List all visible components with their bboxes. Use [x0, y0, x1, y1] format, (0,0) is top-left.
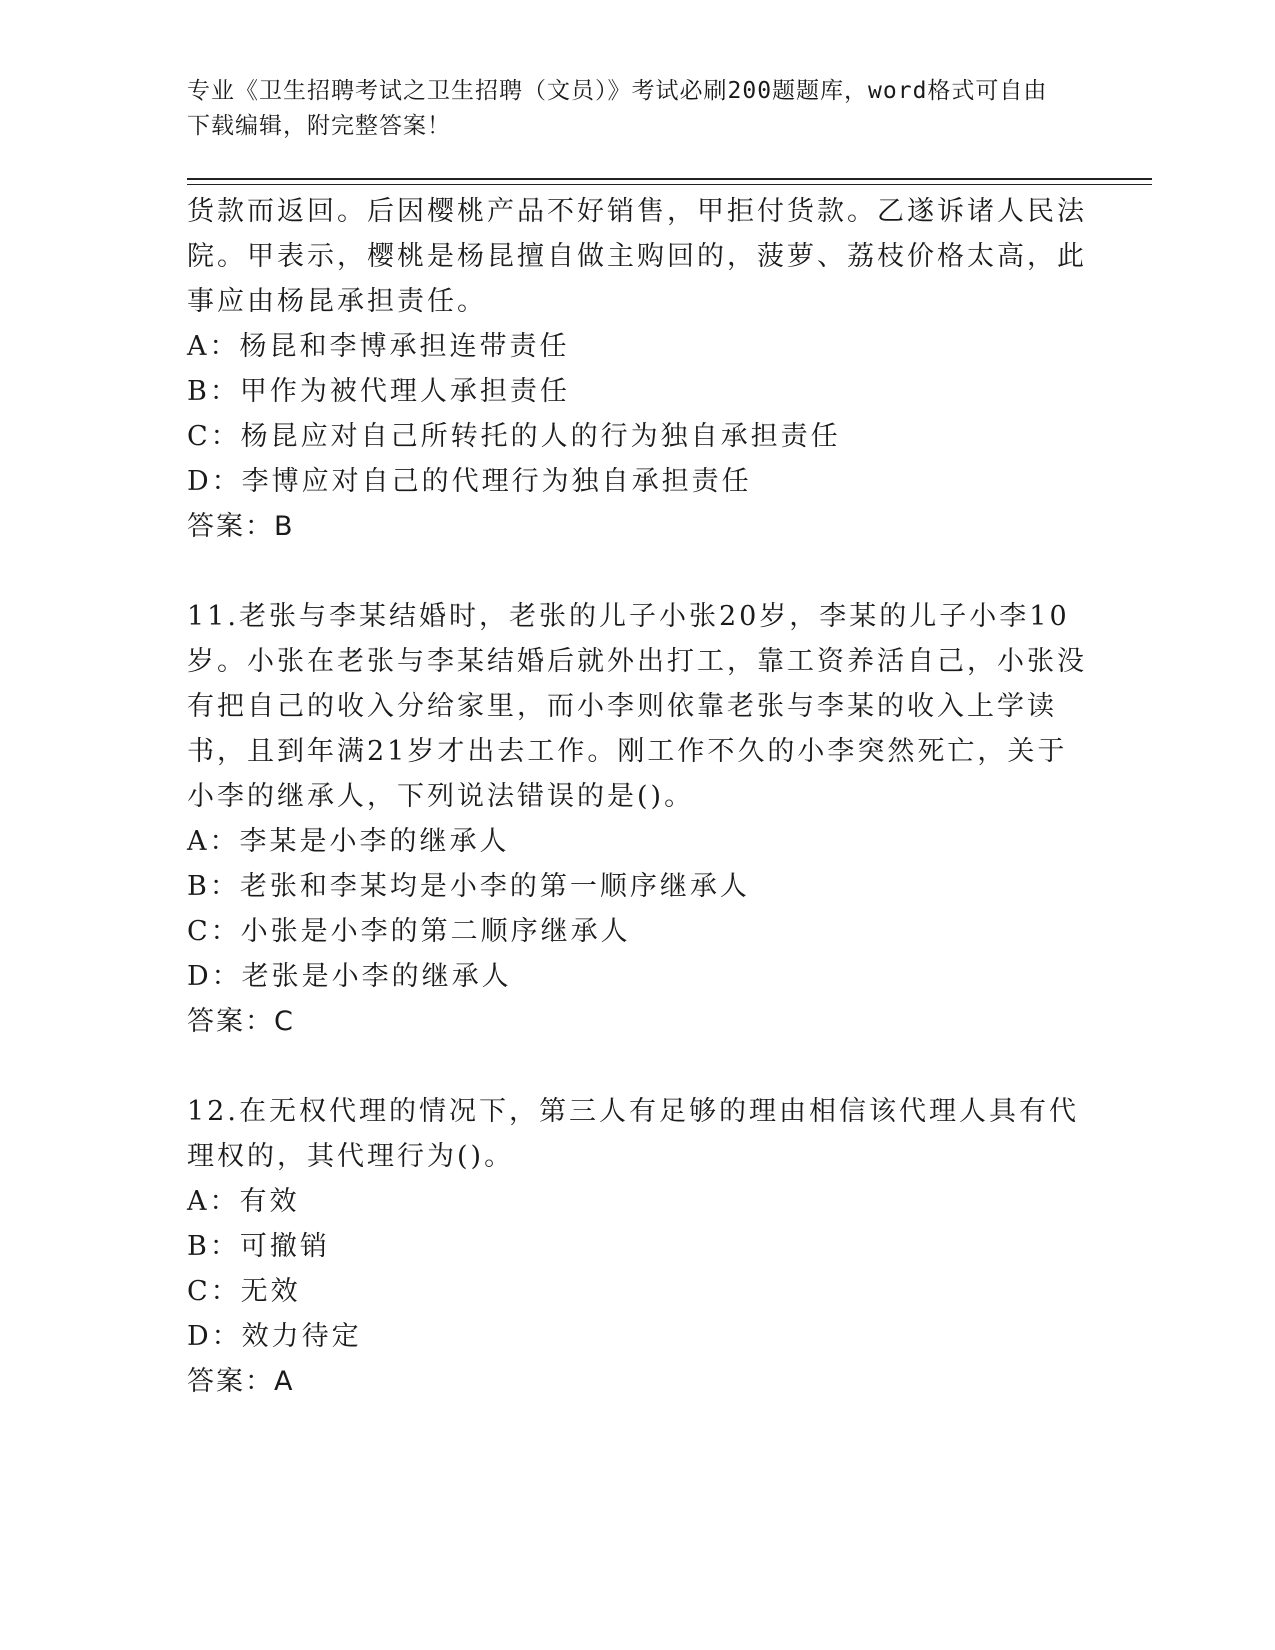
- question-12: [187, 1089, 1087, 1404]
- option-d: D：李博应对自己的代理行为独自承担责任: [187, 466, 752, 497]
- spacer: [187, 1044, 1087, 1089]
- header-rule-thick: [187, 178, 1152, 180]
- header-rule-thin: [187, 184, 1152, 185]
- question-text: 11.老张与李某结婚时，老张的儿子小张20岁，李某的儿子小李10岁。小张在老张与李某结婚后就外出打工，靠工资养活自己，小张没有把自己的收入分给家里，而小李则依靠老张与李某的收入上学读书，且到年满21岁才出去工作。刚工作不久的小李突然死亡，关于小李的继承人，下列说法错误的是()。: [187, 601, 1087, 812]
- question-text: 货款而返回。后因樱桃产品不好销售，甲拒付货款。乙遂诉诸人民法院。甲表示，樱桃是杨昆擅自做主购回的，菠萝、荔枝价格太高，此事应由杨昆承担责任。: [187, 196, 1087, 317]
- option-c: C：小张是小李的第二顺序继承人: [187, 916, 631, 947]
- answer-line: 答案：B: [187, 511, 295, 542]
- option-d: D：效力待定: [187, 1321, 362, 1352]
- option-b: B：老张和李某均是小李的第一顺序继承人: [187, 871, 750, 902]
- answer-line: 答案：C: [187, 1006, 295, 1037]
- answer-line: 答案：A: [187, 1366, 295, 1397]
- option-a: A：有效: [187, 1186, 300, 1217]
- question-fragment: [187, 189, 1087, 549]
- option-d: D：老张是小李的继承人: [187, 961, 512, 992]
- option-c: C：杨昆应对自己所转托的人的行为独自承担责任: [187, 421, 841, 452]
- option-c: C：无效: [187, 1276, 301, 1307]
- option-b: B：甲作为被代理人承担责任: [187, 376, 570, 407]
- option-b: B：可撤销: [187, 1231, 330, 1262]
- question-text: 12.在无权代理的情况下，第三人有足够的理由相信该代理人具有代理权的，其代理行为()。: [187, 1096, 1079, 1172]
- document-body: [187, 189, 1087, 1404]
- option-a: A：杨昆和李博承担连带责任: [187, 331, 570, 362]
- spacer: [187, 549, 1087, 594]
- option-a: A：李某是小李的继承人: [187, 826, 510, 857]
- question-11: [187, 594, 1087, 1044]
- page-header: 专业《卫生招聘考试之卫生招聘（文员）》考试必刷200题题库，word格式可自由下载编辑，附完整答案！: [187, 78, 1048, 139]
